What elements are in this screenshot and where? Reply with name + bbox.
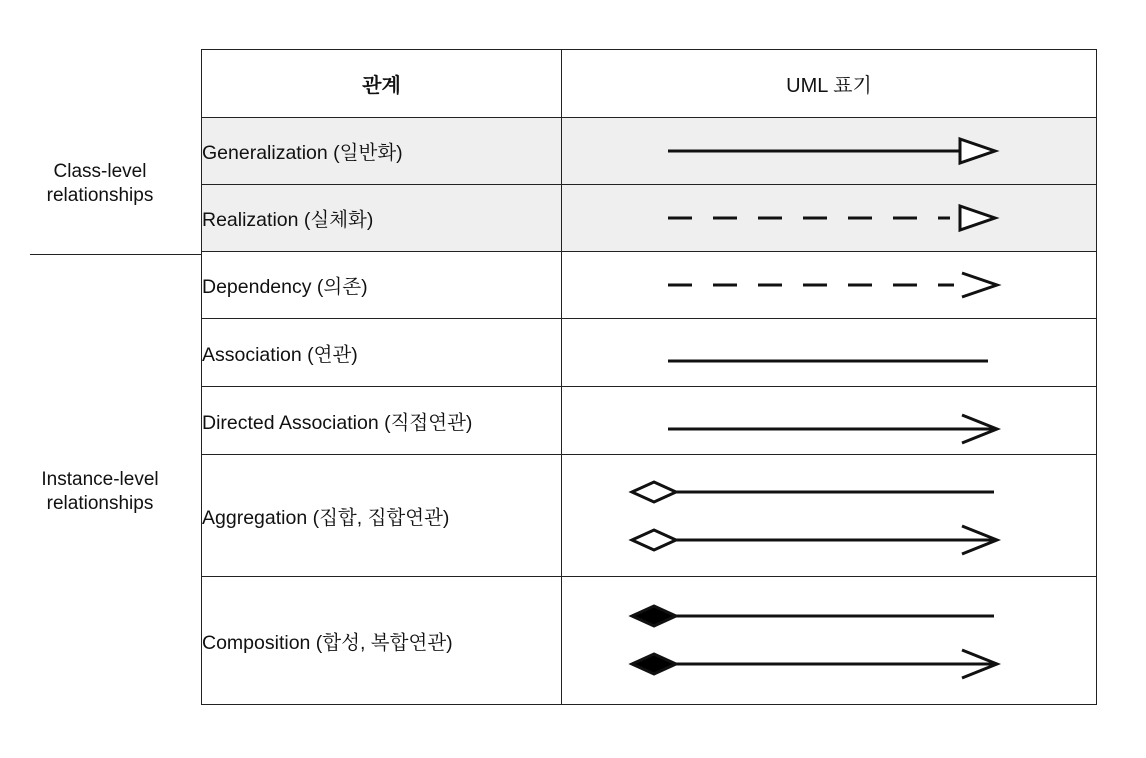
rel-name-aggregation: Aggregation (집합, 집합연관) xyxy=(202,455,562,577)
realization-symbol xyxy=(562,186,1096,250)
group-divider xyxy=(30,254,202,255)
instance-level-line2: relationships xyxy=(46,493,154,514)
row-directed-association xyxy=(202,387,1097,455)
rel-name-directed-association: Directed Association (직접연관) xyxy=(202,387,562,455)
hollow-diamond-icon xyxy=(632,530,676,550)
filled-diamond-icon xyxy=(632,654,676,674)
notation-composition xyxy=(562,577,1097,705)
class-level-line1: Class-level xyxy=(53,161,147,182)
composition-symbol xyxy=(562,579,1096,703)
notation-aggregation xyxy=(562,455,1097,577)
row-realization xyxy=(202,185,1097,252)
row-generalization xyxy=(202,118,1097,185)
notation-association xyxy=(562,319,1097,387)
row-association xyxy=(202,319,1097,387)
group-label-class-level xyxy=(0,160,200,208)
directed-association-symbol xyxy=(562,389,1096,453)
uml-relationship-table xyxy=(201,49,1097,705)
header-uml-notation: UML 표기 xyxy=(562,50,1097,118)
row-dependency xyxy=(202,252,1097,319)
notation-realization xyxy=(562,185,1097,252)
header-row xyxy=(202,50,1097,118)
hollow-triangle-icon xyxy=(960,139,995,163)
notation-directed-association xyxy=(562,387,1097,455)
instance-level-line1: Instance-level xyxy=(41,469,159,490)
group-label-instance-level xyxy=(0,468,200,516)
hollow-triangle-icon xyxy=(960,206,995,230)
association-symbol xyxy=(562,321,1096,385)
rel-name-generalization: Generalization (일반화) xyxy=(202,118,562,185)
class-level-line2: relationships xyxy=(46,185,154,206)
dependency-symbol xyxy=(562,253,1096,317)
rel-name-realization: Realization (실체화) xyxy=(202,185,562,252)
rel-name-composition: Composition (합성, 복합연관) xyxy=(202,577,562,705)
rel-name-association: Association (연관) xyxy=(202,319,562,387)
hollow-diamond-icon xyxy=(632,482,676,502)
notation-generalization xyxy=(562,118,1097,185)
generalization-symbol xyxy=(562,119,1096,183)
filled-diamond-icon xyxy=(632,606,676,626)
notation-dependency xyxy=(562,252,1097,319)
row-aggregation xyxy=(202,455,1097,577)
rel-name-dependency: Dependency (의존) xyxy=(202,252,562,319)
header-relationship: 관계 xyxy=(202,50,562,118)
open-arrow-icon xyxy=(962,273,997,297)
row-composition xyxy=(202,577,1097,705)
aggregation-symbol xyxy=(562,457,1096,575)
